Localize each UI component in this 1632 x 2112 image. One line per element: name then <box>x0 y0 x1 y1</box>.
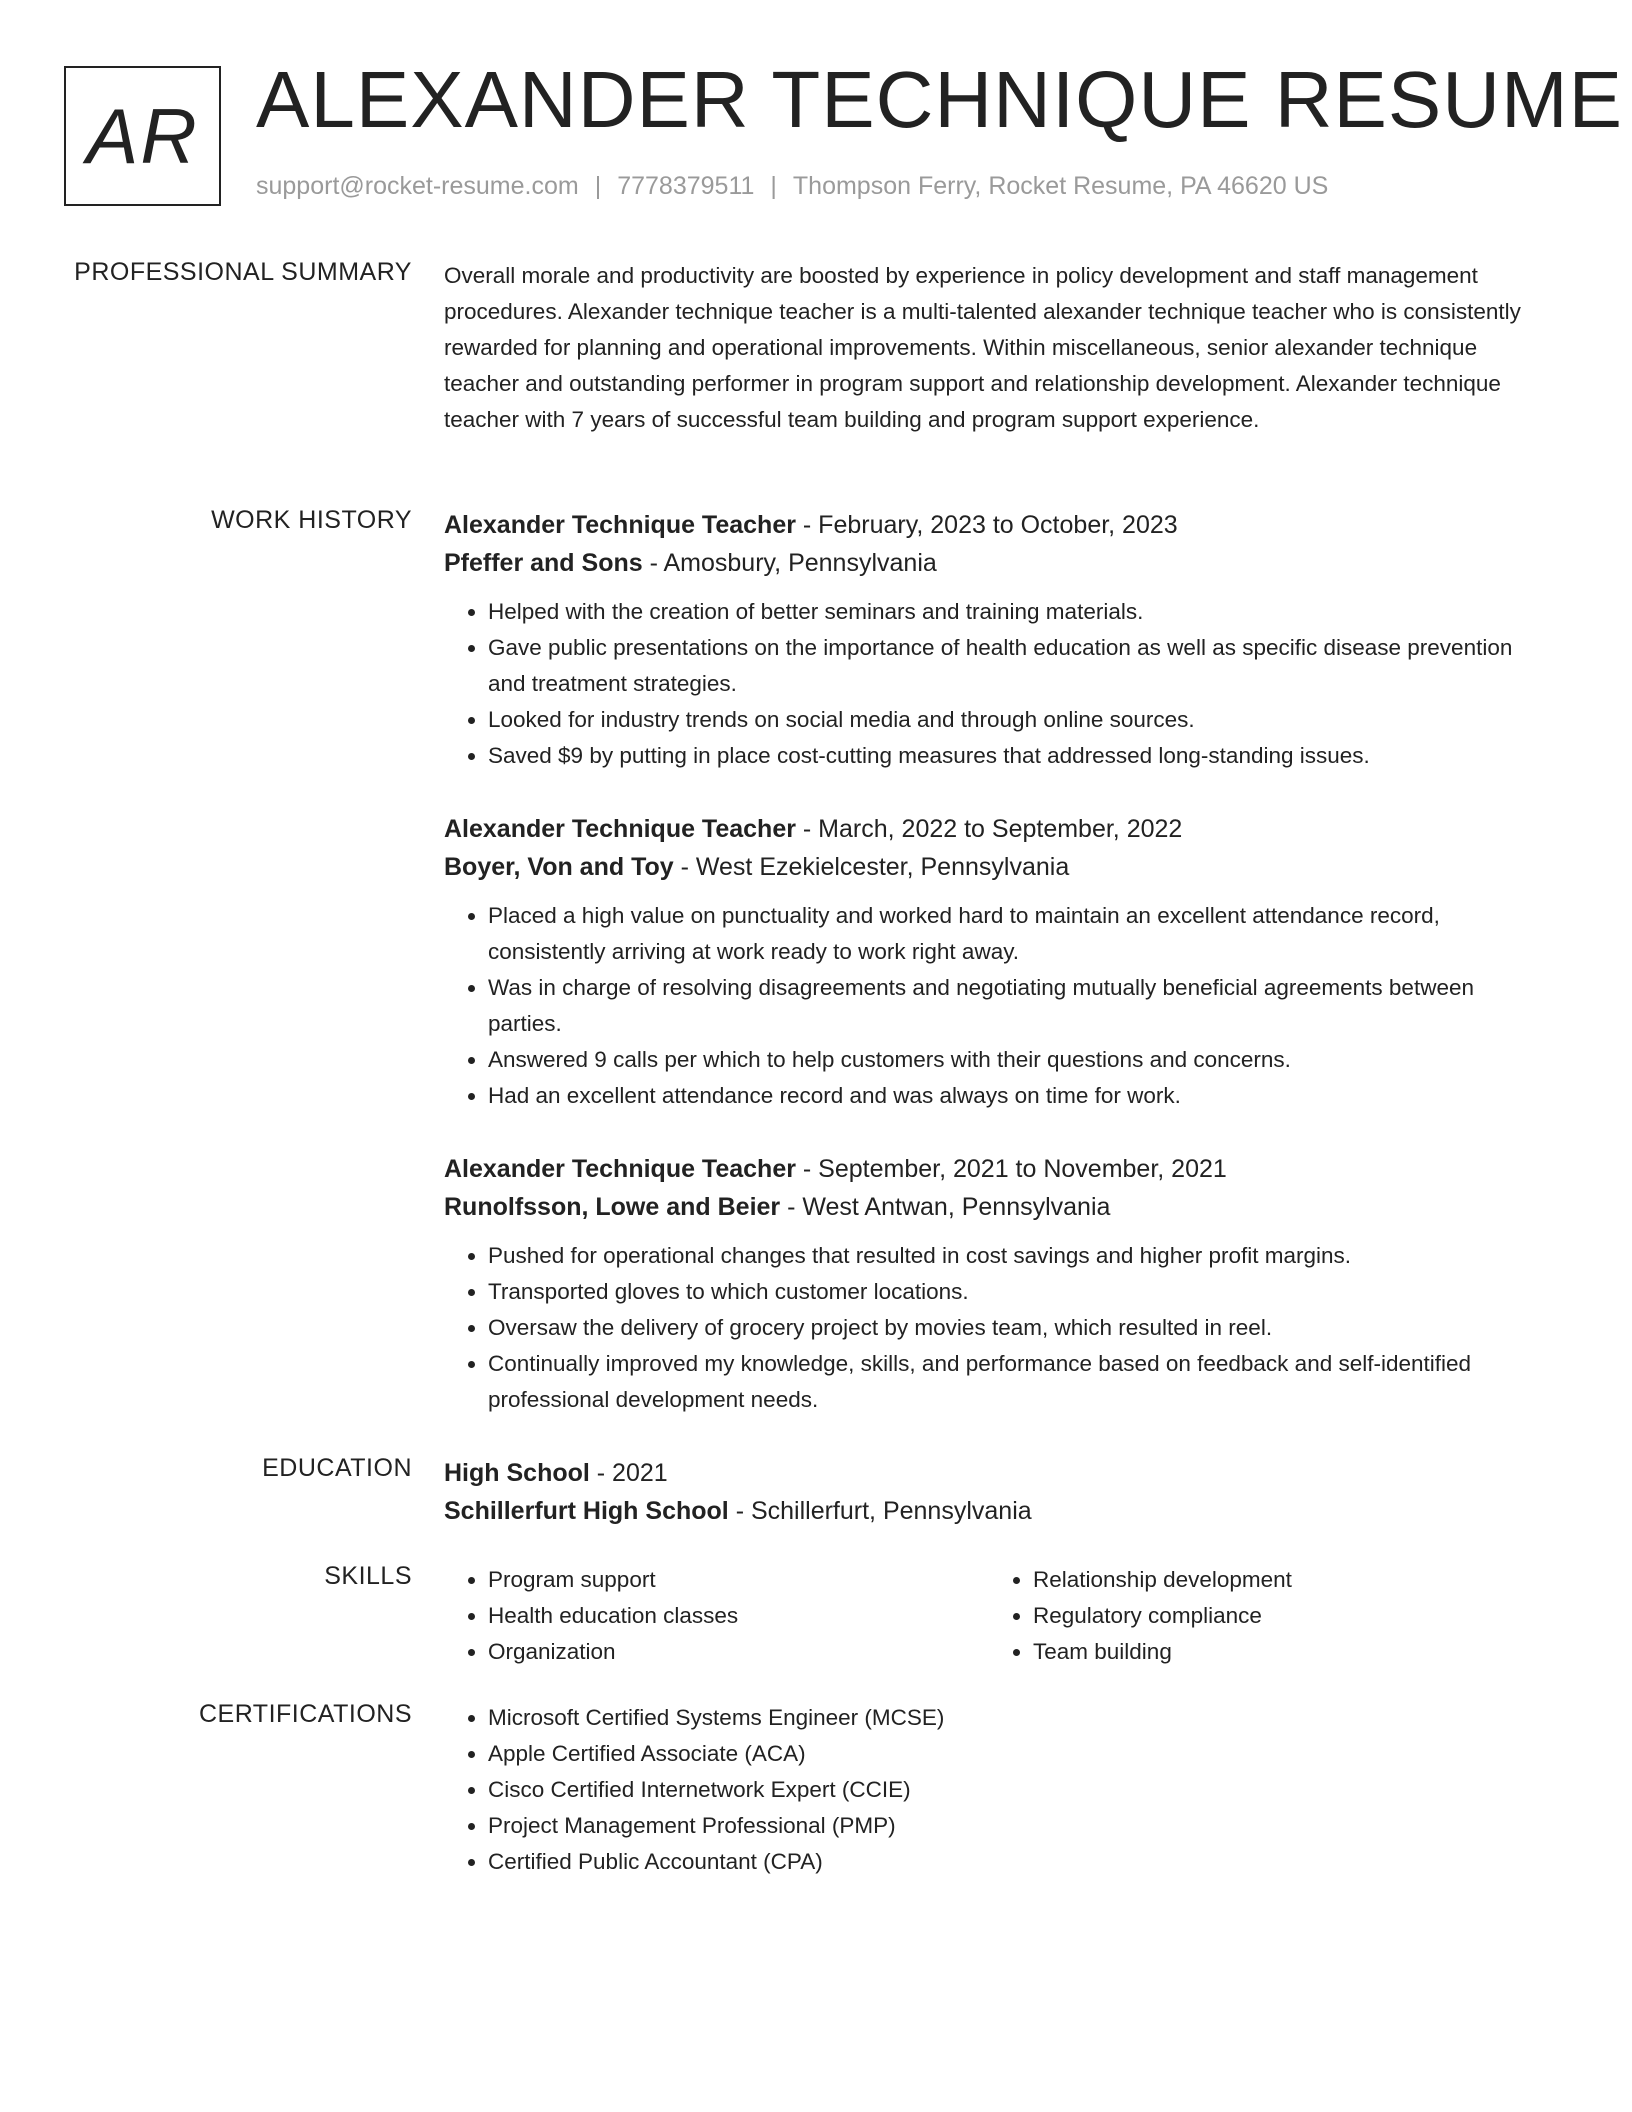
job-company: Pfeffer and Sons <box>444 549 643 577</box>
job-bullet: • Placed a high value on punctuality and worked hard to maintain an excellent attendance record, consistently arriving at work ready to work right away. <box>488 898 1548 970</box>
education-year: - 2021 <box>589 1459 668 1487</box>
job-bullet: • Transported gloves to which customer locations. <box>488 1274 1548 1310</box>
job-bullet: • Was in charge of resolving disagreements and negotiating mutually beneficial agreements between parties. <box>488 970 1548 1042</box>
job-company-line <box>444 848 1548 886</box>
skill-item: • Program support <box>488 1562 989 1598</box>
certification-item: • Certified Public Accountant (CPA) <box>488 1844 1548 1880</box>
job-dates: - September, 2021 to November, 2021 <box>795 1155 1227 1183</box>
contact-separator: | <box>770 172 777 200</box>
certification-item: • Microsoft Certified Systems Engineer (MCSE) <box>488 1700 1548 1736</box>
certifications-list <box>444 1700 1548 1880</box>
section-label-summary: PROFESSIONAL SUMMARY <box>74 258 412 286</box>
job-title-line <box>444 1150 1548 1188</box>
skills-grid <box>444 1562 1548 1670</box>
section-label-skills: SKILLS <box>324 1562 412 1590</box>
job-company: Boyer, Von and Toy <box>444 853 674 881</box>
monogram-text: AR <box>86 91 199 180</box>
job-bullet: • Helped with the creation of better seminars and training materials. <box>488 594 1548 630</box>
job-title-line <box>444 810 1548 848</box>
job-bullets <box>444 1238 1548 1418</box>
education-school-line <box>444 1492 1548 1530</box>
education-degree: High School <box>444 1459 590 1487</box>
job-bullet: • Pushed for operational changes that resulted in cost savings and higher profit margins. <box>488 1238 1548 1274</box>
job-title: Alexander Technique Teacher <box>444 1155 796 1183</box>
section-label-education: EDUCATION <box>262 1454 412 1482</box>
job-location: - West Antwan, Pennsylvania <box>780 1193 1111 1221</box>
certification-item: • Cisco Certified Internetwork Expert (CCIE) <box>488 1772 1548 1808</box>
job-company-line <box>444 1188 1548 1226</box>
job-bullet: • Looked for industry trends on social media and through online sources. <box>488 702 1548 738</box>
contact-address: Thompson Ferry, Rocket Resume, PA 46620 US <box>792 172 1329 200</box>
certification-item: • Apple Certified Associate (ACA) <box>488 1736 1548 1772</box>
job-bullet: • Gave public presentations on the importance of health education as well as specific disease prevention and treatment strategies. <box>488 630 1548 702</box>
job-title-line <box>444 506 1548 544</box>
job-entry <box>444 1150 1548 1418</box>
job-title: Alexander Technique Teacher <box>444 511 796 539</box>
job-location: - Amosbury, Pennsylvania <box>642 549 937 577</box>
skill-item: • Regulatory compliance <box>1033 1598 1534 1634</box>
skills-column-right <box>989 1562 1534 1670</box>
skill-item: • Relationship development <box>1033 1562 1534 1598</box>
contact-phone[interactable]: 7778379511 <box>617 172 755 200</box>
job-dates: - March, 2022 to September, 2022 <box>795 815 1183 843</box>
education-location: - Schillerfurt, Pennsylvania <box>728 1497 1032 1525</box>
job-bullets <box>444 898 1548 1114</box>
skills-column-left <box>444 1562 989 1670</box>
job-bullets <box>444 594 1548 774</box>
resume-title: ALEXANDER TECHNIQUE RESUME <box>256 55 1624 144</box>
job-title: Alexander Technique Teacher <box>444 815 796 843</box>
skill-item: • Health education classes <box>488 1598 989 1634</box>
contact-separator: | <box>594 172 602 200</box>
job-bullet: • Had an excellent attendance record and was always on time for work. <box>488 1078 1548 1114</box>
skill-item: • Organization <box>488 1634 989 1670</box>
job-bullet: • Continually improved my knowledge, skills, and performance based on feedback and self-identified professional development needs. <box>488 1346 1548 1418</box>
job-company-line <box>444 544 1548 582</box>
job-entry <box>444 506 1548 774</box>
job-bullet: • Oversaw the delivery of grocery project by movies team, which resulted in reel. <box>488 1310 1548 1346</box>
section-label-work-history: WORK HISTORY <box>211 506 412 534</box>
education-school: Schillerfurt High School <box>444 1497 729 1525</box>
job-company: Runolfsson, Lowe and Beier <box>444 1193 781 1221</box>
job-entry <box>444 810 1548 1114</box>
job-bullet: • Saved $9 by putting in place cost-cutting measures that addressed long-standing issues. <box>488 738 1548 774</box>
section-label-certifications: CERTIFICATIONS <box>198 1700 412 1728</box>
monogram-badge <box>64 66 221 206</box>
skill-item: • Team building <box>1033 1634 1534 1670</box>
job-bullet: • Answered 9 calls per which to help customers with their questions and concerns. <box>488 1042 1548 1078</box>
job-location: - West Ezekielcester, Pennsylvania <box>673 853 1070 881</box>
certification-item: • Project Management Professional (PMP) <box>488 1808 1548 1844</box>
contact-line <box>256 172 1328 201</box>
education-degree-line <box>444 1454 1548 1492</box>
job-dates: - February, 2023 to October, 2023 <box>795 511 1178 539</box>
contact-email[interactable]: support@rocket-resume.com <box>256 172 579 200</box>
summary-text: Overall morale and productivity are boosted by experience in policy development and staff management procedures. Alexander technique teacher is a multi-talented alexander technique teacher who is consistently rewarded for planning and operational improvements. Within miscellaneous, senior alexander technique teacher and outstanding performer in program support and relationship development. Alexander technique teacher with 7 years of successful team building and program support experience. <box>444 263 1521 432</box>
